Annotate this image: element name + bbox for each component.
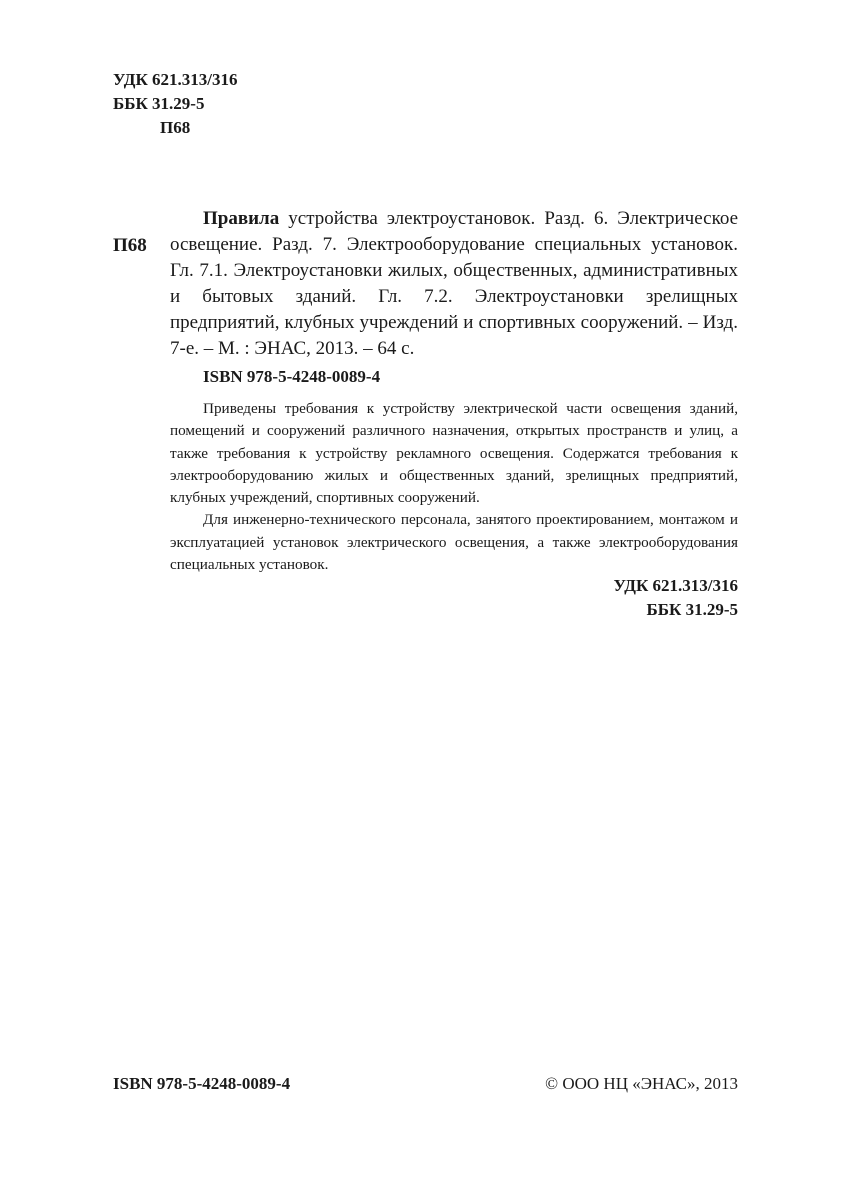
annotation-paragraph: Приведены требования к устройству электрической части освещения зданий, помещений и сооружений различного назначения, открытых пространств и улиц, а также требования к устройству рекламного освещения. Содержатся требования к электрооборудованию жилых и общественных зданий, зрелищных предприятий, клубных учреждений, спортивных сооружений. (170, 400, 738, 507)
bbk-code: ББК 31.29-5 (646, 600, 738, 619)
isbn-main: ISBN 978-5-4248-0089-4 (203, 367, 381, 386)
bbk-code: ББК 31.29-5 (113, 94, 205, 113)
bibliographic-description (170, 206, 738, 362)
isbn-footer: ISBN 978-5-4248-0089-4 (113, 1074, 291, 1093)
udk-code: УДК 621.313/316 (113, 70, 238, 89)
book-title: Правила (203, 208, 280, 229)
classification-codes-top (113, 68, 238, 140)
copyright-notice: © ООО НЦ «ЭНАС», 2013 (545, 1074, 738, 1093)
annotation (170, 398, 738, 576)
classification-codes-right (613, 574, 738, 622)
annotation-paragraph: Для инженерно-технического персонала, занятого проектированием, монтажом и эксплуатацией установок электрического освещения, а также электрооборудования специальных установок. (170, 511, 738, 574)
author-mark-side: П68 (113, 235, 147, 256)
bibliographic-details: устройства электроустановок. Разд. 6. Электрическое освещение. Разд. 7. Электрооборудование специальных установок. Гл. 7.1. Электроустановки жилых, общественных, административных и бытовых зданий. Гл. 7.2. Электроустановки зрелищных предприятий, клубных учреждений и спортивных сооружений. – Изд. 7-е. – М. : ЭНАС, 2013. – 64 с. (170, 208, 738, 359)
udk-code: УДК 621.313/316 (613, 576, 738, 595)
author-mark: П68 (160, 118, 191, 137)
